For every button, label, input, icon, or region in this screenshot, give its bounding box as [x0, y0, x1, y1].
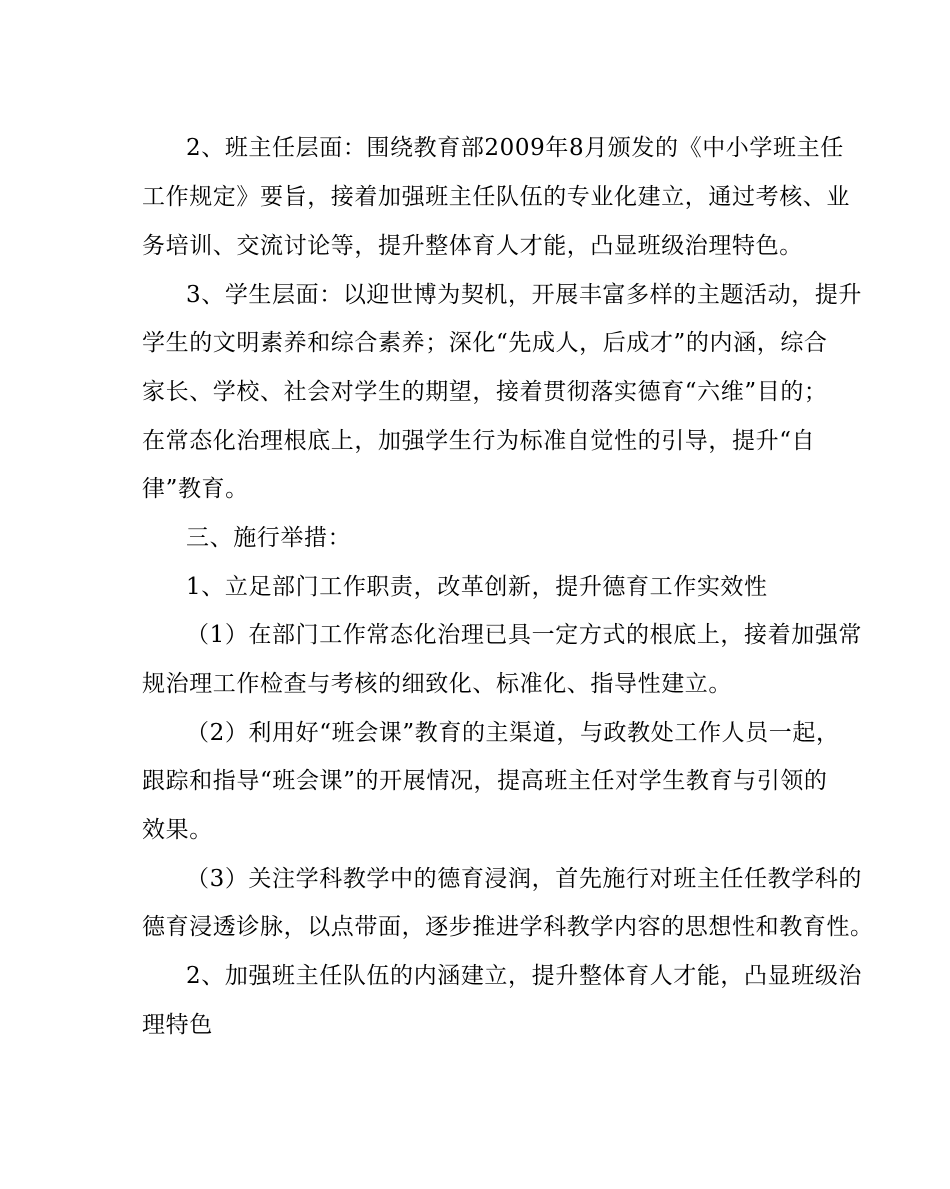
text-line: 在常态化治理根底上，加强学生行为标准自觉性的引导，提升“自 [142, 428, 816, 454]
section-heading: 三、施行举措： [186, 525, 352, 551]
text-line: 2、班主任层面：围绕教育部2009年8月颁发的《中小学班主任 [186, 135, 844, 161]
text-line: 效果。 [142, 817, 213, 843]
text-line: 务培训、交流讨论等，提升整体育人才能，凸显班级治理特色。 [142, 233, 803, 259]
text-line: （1）在部门工作常态化治理已具一定方式的根底上，接着加强常 [186, 622, 863, 648]
text-line: 1、立足部门工作职责，改革创新，提升德育工作实效性 [186, 574, 768, 600]
text-line: 理特色 [142, 1012, 213, 1038]
text-line: （3）关注学科教学中的德育浸润，首先施行对班主任任教学科的 [186, 866, 863, 892]
text-line: 2、加强班主任队伍的内涵建立，提升整体育人才能，凸显班级治 [186, 963, 863, 989]
text-line: 规治理工作检查与考核的细致化、标准化、指导性建立。 [142, 671, 732, 697]
text-line: 家长、学校、社会对学生的期望，接着贯彻落实德育“六维”目的； [142, 379, 828, 405]
text-line: 工作规定》要旨，接着加强班主任队伍的专业化建立，通过考核、业 [142, 184, 850, 210]
text-line: （2）利用好“班会课”教育的主渠道，与政教处工作人员一起， [186, 720, 840, 746]
text-line: 3、学生层面：以迎世博为契机，开展丰富多样的主题活动，提升 [186, 282, 863, 308]
text-line: 学生的文明素养和综合素养；深化“先成人，后成才”的内涵，综合 [142, 330, 828, 356]
text-line: 律”教育。 [142, 476, 249, 502]
text-line: 跟踪和指导“班会课”的开展情况，提高班主任对学生教育与引领的 [142, 768, 828, 794]
text-line: 德育浸透诊脉，以点带面，逐步推进学科教学内容的思想性和教育性。 [142, 914, 874, 940]
